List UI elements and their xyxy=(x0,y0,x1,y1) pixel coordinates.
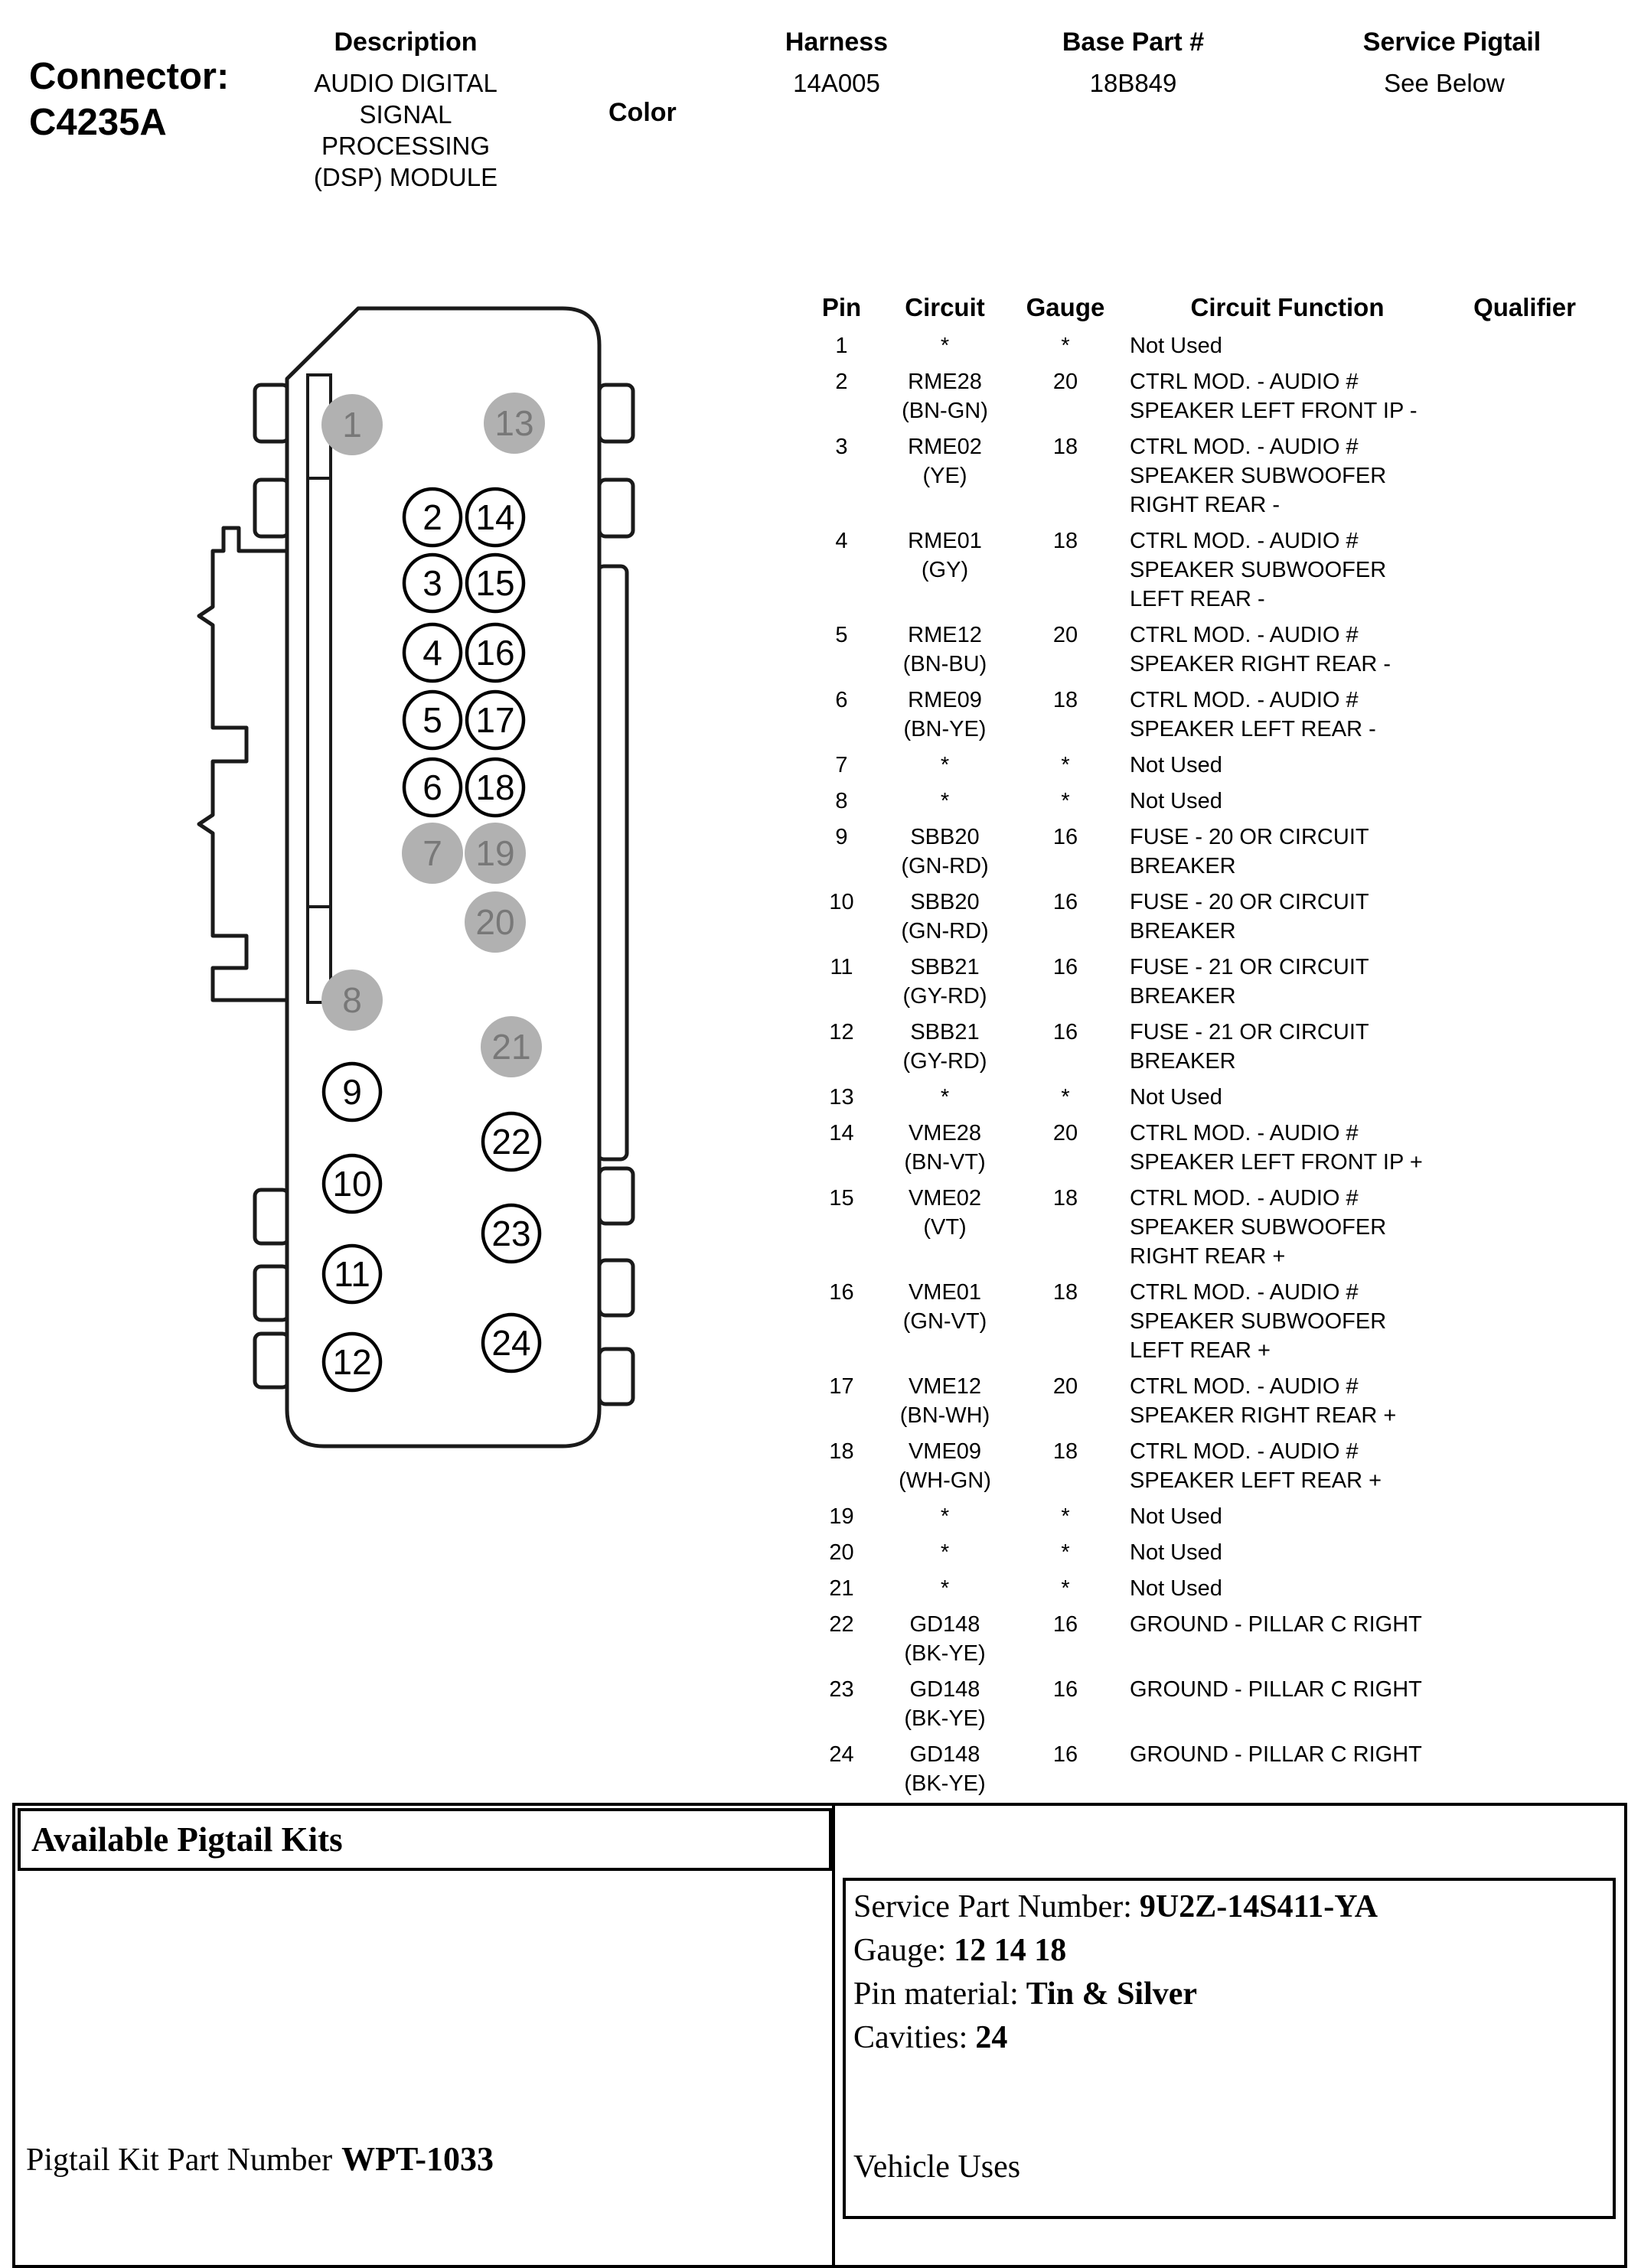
pin-table-row xyxy=(805,367,1601,425)
pigtail-kits-title: Available Pigtail Kits xyxy=(31,1820,343,1859)
pin-cavity-number: 17 xyxy=(475,700,515,740)
pin-number: 9 xyxy=(835,825,848,849)
circuit-function: Not Used xyxy=(1130,789,1222,813)
pin-number: 14 xyxy=(829,1121,854,1145)
circuit-function: FUSE - 21 OR CIRCUIT BREAKER xyxy=(1130,1020,1369,1074)
gauge-value: 18 xyxy=(1052,1186,1078,1211)
connector-id: C4235A xyxy=(29,102,167,143)
circuit-code: VME02 (VT) xyxy=(908,1186,982,1240)
pin-cavity-number: 23 xyxy=(491,1214,531,1253)
qualifier-value xyxy=(1456,953,1594,1011)
qualifier-value xyxy=(1456,367,1594,425)
pin-table-row xyxy=(805,1372,1601,1430)
pin-table-row xyxy=(805,751,1601,780)
gauge-value: 16 xyxy=(1052,1677,1078,1702)
qualifier-value xyxy=(1456,888,1594,946)
qualifier-value xyxy=(1456,1675,1594,1733)
pin-table-row xyxy=(805,888,1601,946)
service-pigtail-label: Service Pigtail xyxy=(1362,28,1541,57)
qualifier-value xyxy=(1456,1372,1594,1430)
cavities-line xyxy=(853,2016,1613,2060)
gauge-line xyxy=(853,1929,1613,1973)
circuit-function: CTRL MOD. - AUDIO # SPEAKER SUBWOOFER LEFT REAR + xyxy=(1130,1280,1387,1363)
color-label: Color xyxy=(608,98,677,127)
pin-table-row xyxy=(805,686,1601,744)
pin-material-value: Tin & Silver xyxy=(1026,1976,1198,2012)
circuit-code: SBB20 (GN-RD) xyxy=(901,890,989,943)
pigtail-kit-part-number-label: Pigtail Kit Part Number xyxy=(26,2143,333,2178)
qualifier-value xyxy=(1456,751,1594,780)
pin-number: 17 xyxy=(829,1374,854,1399)
pin-number: 20 xyxy=(829,1540,854,1565)
circuit-code: VME09 (WH-GN) xyxy=(899,1439,991,1493)
pin-table-row xyxy=(805,953,1601,1011)
pin-cavity-number: 8 xyxy=(342,980,362,1020)
pin-cavity-number: 20 xyxy=(475,902,515,942)
qualifier-value xyxy=(1456,1574,1594,1603)
gauge-value: 18 xyxy=(1052,1439,1078,1464)
gauge-value: * xyxy=(1061,1540,1070,1565)
connector-right-tab xyxy=(599,1260,633,1315)
qualifier-value xyxy=(1456,1437,1594,1495)
circuit-function: Not Used xyxy=(1130,334,1222,358)
circuit-function: Not Used xyxy=(1130,753,1222,777)
cavities-value: 24 xyxy=(975,2020,1008,2055)
circuit-code: RME12 (BN-BU) xyxy=(902,623,987,676)
circuit-code: VME28 (BN-VT) xyxy=(904,1121,986,1175)
connector-left-clip xyxy=(199,528,287,1000)
harness-label: Harness xyxy=(785,28,889,57)
qualifier-value xyxy=(1456,1502,1594,1531)
pin-number: 6 xyxy=(835,688,848,712)
qualifier-value xyxy=(1456,1083,1594,1112)
circuit-code: * xyxy=(940,1576,950,1601)
qualifier-value xyxy=(1456,432,1594,520)
pin-table-header xyxy=(805,293,1601,322)
pin-cavity-number: 13 xyxy=(494,403,534,443)
circuit-code: VME01 (GN-VT) xyxy=(902,1280,987,1334)
pin-number: 18 xyxy=(829,1439,854,1464)
circuit-code: * xyxy=(940,1504,950,1529)
circuit-function: CTRL MOD. - AUDIO # SPEAKER LEFT FRONT IP - xyxy=(1130,370,1418,423)
pin-number: 2 xyxy=(835,370,848,394)
pin-table-row xyxy=(805,1740,1601,1798)
pin-cavity-number: 12 xyxy=(332,1342,372,1382)
pin-number: 15 xyxy=(829,1186,854,1211)
pin-table-row xyxy=(805,787,1601,816)
gauge-value: * xyxy=(1061,1085,1070,1110)
description-label: Description xyxy=(334,28,478,57)
pin-number: 22 xyxy=(829,1612,854,1637)
circuit-function: CTRL MOD. - AUDIO # SPEAKER LEFT FRONT IP + xyxy=(1130,1121,1423,1175)
circuit-function: CTRL MOD. - AUDIO # SPEAKER LEFT REAR - xyxy=(1130,688,1376,741)
connector-left-tab xyxy=(255,1266,289,1320)
qualifier-value xyxy=(1456,1610,1594,1668)
pin-table-row xyxy=(805,1083,1601,1112)
connector-title xyxy=(29,54,229,145)
col-header-qualifier: Qualifier xyxy=(1473,293,1576,321)
pin-table-row xyxy=(805,823,1601,881)
pin-cavity-number: 24 xyxy=(491,1323,531,1363)
pin-cavity-number: 1 xyxy=(342,405,362,445)
gauge-value: 20 xyxy=(1052,370,1078,394)
connector-right-tab xyxy=(599,1349,633,1404)
vehicle-uses-label: Vehicle Uses xyxy=(853,2149,1021,2185)
pin-table-row xyxy=(805,1574,1601,1603)
pin-number: 10 xyxy=(829,890,854,914)
pin-number: 1 xyxy=(835,334,848,358)
pin-number: 19 xyxy=(829,1504,854,1529)
pin-cavity-number: 14 xyxy=(475,497,515,537)
pin-cavity-number: 9 xyxy=(342,1072,362,1112)
pin-cavity-number: 10 xyxy=(332,1164,372,1204)
pin-number: 8 xyxy=(835,789,848,813)
pin-cavity-number: 7 xyxy=(422,833,442,873)
description-value: AUDIO DIGITAL SIGNAL PROCESSING (DSP) MODULE xyxy=(313,69,498,191)
base-part-value: 18B849 xyxy=(1089,69,1177,97)
gauge-value: 20 xyxy=(1052,623,1078,647)
pin-table-row xyxy=(805,1502,1601,1531)
circuit-code: RME01 (GY) xyxy=(908,529,982,582)
pin-table-row xyxy=(805,1675,1601,1733)
gauge-value: 18 xyxy=(1052,435,1078,459)
gauge-value: 16 xyxy=(1052,955,1078,979)
pin-table-row xyxy=(805,1538,1601,1567)
circuit-function: FUSE - 20 OR CIRCUIT BREAKER xyxy=(1130,890,1369,943)
connector-label: Connector: xyxy=(29,56,230,97)
pin-cavity-number: 21 xyxy=(491,1027,531,1067)
pigtail-kit-part-number-value: WPT-1033 xyxy=(341,2140,494,2178)
connector-left-tab xyxy=(255,1334,289,1387)
qualifier-value xyxy=(1456,526,1594,614)
col-header-gauge: Gauge xyxy=(1026,293,1105,321)
pin-cavity-number: 6 xyxy=(422,767,442,807)
pin-number: 23 xyxy=(829,1677,854,1702)
pin-cavity-number: 2 xyxy=(422,497,442,537)
circuit-function: GROUND - PILLAR C RIGHT xyxy=(1130,1677,1422,1702)
circuit-code: VME12 (BN-WH) xyxy=(899,1374,990,1428)
gauge-value: 20 xyxy=(1052,1121,1078,1145)
qualifier-value xyxy=(1456,823,1594,881)
col-header-circuit: Circuit xyxy=(905,293,985,321)
pin-table-row xyxy=(805,432,1601,520)
circuit-code: SBB20 (GN-RD) xyxy=(901,825,989,878)
pin-number: 12 xyxy=(829,1020,854,1044)
qualifier-value xyxy=(1456,1538,1594,1567)
circuit-function: CTRL MOD. - AUDIO # SPEAKER SUBWOOFER RIGHT REAR - xyxy=(1130,435,1387,517)
qualifier-value xyxy=(1456,1740,1594,1798)
connector-right-tab xyxy=(599,1168,633,1224)
circuit-code: SBB21 (GY-RD) xyxy=(902,1020,987,1074)
pin-cavity-number: 3 xyxy=(422,563,442,603)
base-part-label: Base Part # xyxy=(1062,28,1205,57)
gauge-value: * xyxy=(1061,1576,1070,1601)
pin-number: 4 xyxy=(835,529,848,553)
circuit-function: CTRL MOD. - AUDIO # SPEAKER SUBWOOFER LEFT REAR - xyxy=(1130,529,1387,611)
gauge-value: * xyxy=(1061,334,1070,358)
pin-cavity-number: 4 xyxy=(422,633,442,673)
qualifier-value xyxy=(1456,1278,1594,1365)
circuit-code: GD148 (BK-YE) xyxy=(904,1612,986,1666)
pigtail-kit-part-number-line xyxy=(26,2139,494,2178)
pin-table-row xyxy=(805,526,1601,614)
pin-cavity-number: 22 xyxy=(491,1122,531,1162)
pin-cavity-number: 18 xyxy=(475,767,515,807)
pin-table-row xyxy=(805,621,1601,679)
circuit-function: CTRL MOD. - AUDIO # SPEAKER RIGHT REAR - xyxy=(1130,623,1391,676)
circuit-code: RME02 (YE) xyxy=(908,435,982,488)
qualifier-value xyxy=(1456,1018,1594,1076)
connector-diagram xyxy=(176,302,651,1481)
circuit-code: GD148 (BK-YE) xyxy=(904,1742,986,1796)
available-pigtail-kits-section xyxy=(12,1803,1627,2268)
circuit-function: CTRL MOD. - AUDIO # SPEAKER RIGHT REAR + xyxy=(1130,1374,1397,1428)
circuit-code: RME28 (BN-GN) xyxy=(902,370,988,423)
service-pigtail-value: See Below xyxy=(1384,69,1505,97)
gauge-value: * xyxy=(1061,789,1070,813)
pin-table-row xyxy=(805,1278,1601,1365)
circuit-function: CTRL MOD. - AUDIO # SPEAKER LEFT REAR + xyxy=(1130,1439,1382,1493)
col-header-circuit-function: Circuit Function xyxy=(1190,293,1385,321)
service-part-info-box xyxy=(843,1878,1616,2219)
pin-cavity-number: 16 xyxy=(475,633,515,673)
pin-table-row xyxy=(805,1119,1601,1177)
connector-right-tab xyxy=(599,385,633,442)
pin-table xyxy=(805,293,1601,1805)
qualifier-value xyxy=(1456,1184,1594,1271)
circuit-code: * xyxy=(940,1085,950,1110)
qualifier-value xyxy=(1456,331,1594,360)
circuit-code: * xyxy=(940,789,950,813)
pin-table-row xyxy=(805,1018,1601,1076)
gauge-value: 16 xyxy=(1052,825,1078,849)
circuit-function: CTRL MOD. - AUDIO # SPEAKER SUBWOOFER RIGHT REAR + xyxy=(1130,1186,1387,1269)
pin-number: 16 xyxy=(829,1280,854,1305)
gauge-value: 18 xyxy=(1052,1280,1078,1305)
pin-cavity-number: 19 xyxy=(475,833,515,873)
circuit-code: * xyxy=(940,1540,950,1565)
gauge-value: 18 xyxy=(1052,688,1078,712)
pin-table-row xyxy=(805,1437,1601,1495)
circuit-function: Not Used xyxy=(1130,1504,1222,1529)
pin-number: 11 xyxy=(830,955,853,979)
pin-number: 7 xyxy=(835,753,848,777)
pigtail-kits-title-box xyxy=(18,1808,832,1871)
pin-table-body xyxy=(805,331,1601,1798)
connector-left-tab xyxy=(255,385,289,442)
qualifier-value xyxy=(1456,1119,1594,1177)
connector-left-tab xyxy=(255,480,289,536)
connector-right-tab xyxy=(599,480,633,536)
circuit-function: GROUND - PILLAR C RIGHT xyxy=(1130,1742,1422,1767)
circuit-function: Not Used xyxy=(1130,1540,1222,1565)
circuit-code: SBB21 (GY-RD) xyxy=(902,955,987,1009)
connector-right-rail xyxy=(598,566,627,1159)
qualifier-value xyxy=(1456,686,1594,744)
gauge-value: 20 xyxy=(1052,1374,1078,1399)
connector-left-tab xyxy=(255,1190,289,1243)
harness-value: 14A005 xyxy=(793,69,880,97)
pin-table-row xyxy=(805,1610,1601,1668)
pin-number: 24 xyxy=(829,1742,854,1767)
col-header-pin: Pin xyxy=(821,293,862,321)
gauge-value: 16 xyxy=(1052,890,1078,914)
pin-material-line xyxy=(853,1973,1613,2016)
gauge-value: 18 xyxy=(1052,529,1078,553)
gauge-label: Gauge: xyxy=(853,1933,947,1968)
pin-number: 3 xyxy=(835,435,848,459)
circuit-function: Not Used xyxy=(1130,1085,1222,1110)
pigtail-section-divider xyxy=(832,1806,835,2265)
gauge-value: 16 xyxy=(1052,1612,1078,1637)
circuit-function: GROUND - PILLAR C RIGHT xyxy=(1130,1612,1422,1637)
circuit-function: FUSE - 21 OR CIRCUIT BREAKER xyxy=(1130,955,1369,1009)
circuit-code: RME09 (BN-YE) xyxy=(903,688,987,741)
pin-cavity-number: 5 xyxy=(422,700,442,740)
pin-number: 13 xyxy=(829,1085,854,1110)
gauge-value: 16 xyxy=(1052,1020,1078,1044)
pin-number: 5 xyxy=(835,623,848,647)
pin-cavity-number: 15 xyxy=(475,563,515,603)
service-part-number-label: Service Part Number: xyxy=(853,1889,1132,1924)
cavities-label: Cavities: xyxy=(853,2020,968,2055)
service-part-number-value: 9U2Z-14S411-YA xyxy=(1139,1889,1378,1924)
pin-table-row xyxy=(805,1184,1601,1271)
circuit-function: Not Used xyxy=(1130,1576,1222,1601)
service-part-number-line xyxy=(853,1885,1613,1929)
circuit-function: FUSE - 20 OR CIRCUIT BREAKER xyxy=(1130,825,1369,878)
circuit-code: * xyxy=(940,334,950,358)
circuit-code: GD148 (BK-YE) xyxy=(904,1677,986,1731)
pin-material-label: Pin material: xyxy=(853,1976,1019,2012)
gauge-value: 16 xyxy=(1052,1742,1078,1767)
gauge-value: * xyxy=(1061,1504,1070,1529)
pin-number: 21 xyxy=(829,1576,854,1601)
gauge-value: * xyxy=(1061,753,1070,777)
gauge-value: 12 14 18 xyxy=(954,1933,1067,1968)
pin-cavity-number: 11 xyxy=(334,1254,370,1294)
qualifier-value xyxy=(1456,621,1594,679)
circuit-code: * xyxy=(940,753,950,777)
pin-table-row xyxy=(805,331,1601,360)
qualifier-value xyxy=(1456,787,1594,816)
